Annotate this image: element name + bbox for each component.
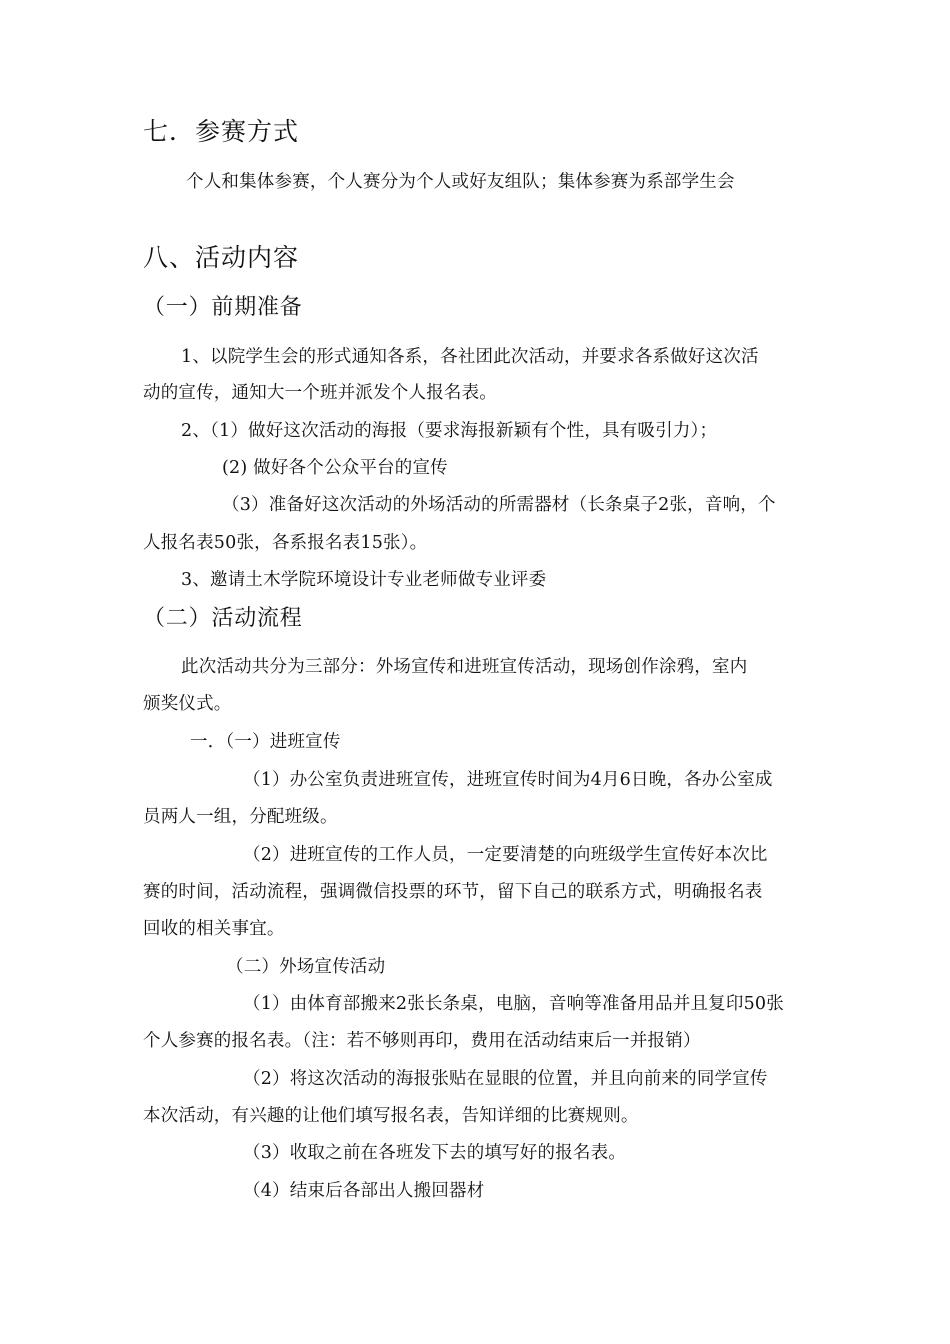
flow-intro-line-2: 颁奖仪式。 bbox=[143, 694, 232, 714]
flow-part-2-p2-line-2: 本次活动，有兴趣的让他们填写报名表，告知详细的比赛规则。 bbox=[143, 1106, 639, 1126]
prep-item-2-sub-2: (2) 做好各个公众平台的宣传 bbox=[222, 458, 448, 478]
flow-part-2-p3: （3）收取之前在各班发下去的填写好的报名表。 bbox=[243, 1143, 627, 1163]
section-8-heading: 八、活动内容 bbox=[143, 243, 300, 272]
prep-item-2-sub-3-line-1: （3）准备好这次活动的外场活动的所需器材（长条桌子2张，音响，个 bbox=[222, 495, 776, 515]
prep-item-1-line-1: 1、以院学生会的形式通知各系，各社团此次活动，并要求各系做好这次活 bbox=[181, 347, 759, 367]
prep-item-2-sub-1: 2、（1）做好这次活动的海报（要求海报新颖有个性，具有吸引力）； bbox=[181, 421, 718, 441]
flow-part-2-p4: （4）结束后各部出人搬回器材 bbox=[243, 1181, 485, 1201]
flow-subheading: （二）活动流程 bbox=[143, 606, 303, 631]
prep-item-1-line-2: 动的宣传，通知大一个班并派发个人报名表。 bbox=[143, 383, 497, 403]
flow-part-1-p1-line-1: （1）办公室负责进班宣传，进班宣传时间为4月6日晚，各办公室成 bbox=[243, 770, 773, 790]
flow-part-1-heading: 一．（一）进班宣传 bbox=[190, 732, 341, 752]
flow-part-2-heading: （二）外场宣传活动 bbox=[226, 957, 386, 977]
flow-part-2-p1-line-2: 个人参赛的报名表。（注：若不够则再印，费用在活动结束后一并报销） bbox=[143, 1031, 701, 1051]
flow-part-1-p1-line-2: 员两人一组，分配班级。 bbox=[143, 807, 338, 827]
section-7-body: 个人和集体参赛，个人赛分为个人或好友组队；集体参赛为系部学生会 bbox=[186, 172, 735, 192]
flow-part-2-p1-line-1: （1）由体育部搬来2张长条桌，电脑，音响等准备用品并且复印50张 bbox=[243, 994, 784, 1014]
section-7-heading: 七．参赛方式 bbox=[143, 117, 300, 146]
flow-part-1-p2-line-1: （2）进班宣传的工作人员，一定要清楚的向班级学生宣传好本次比 bbox=[243, 845, 768, 865]
flow-part-1-p2-line-2: 赛的时间，活动流程，强调微信投票的环节，留下自己的联系方式，明确报名表 bbox=[143, 882, 763, 902]
prep-item-2-sub-3-line-2: 人报名表50张，各系报名表15张）。 bbox=[143, 533, 428, 553]
prep-item-3: 3、邀请土木学院环境设计专业老师做专业评委 bbox=[181, 570, 547, 590]
flow-intro-line-1: 此次活动共分为三部分：外场宣传和进班宣传活动，现场创作涂鸦，室内 bbox=[181, 657, 748, 677]
prep-subheading: （一）前期准备 bbox=[143, 295, 303, 320]
flow-part-2-p2-line-1: （2）将这次活动的海报张贴在显眼的位置，并且向前来的同学宣传 bbox=[243, 1069, 768, 1089]
flow-part-1-p2-line-3: 回收的相关事宜。 bbox=[143, 919, 285, 939]
